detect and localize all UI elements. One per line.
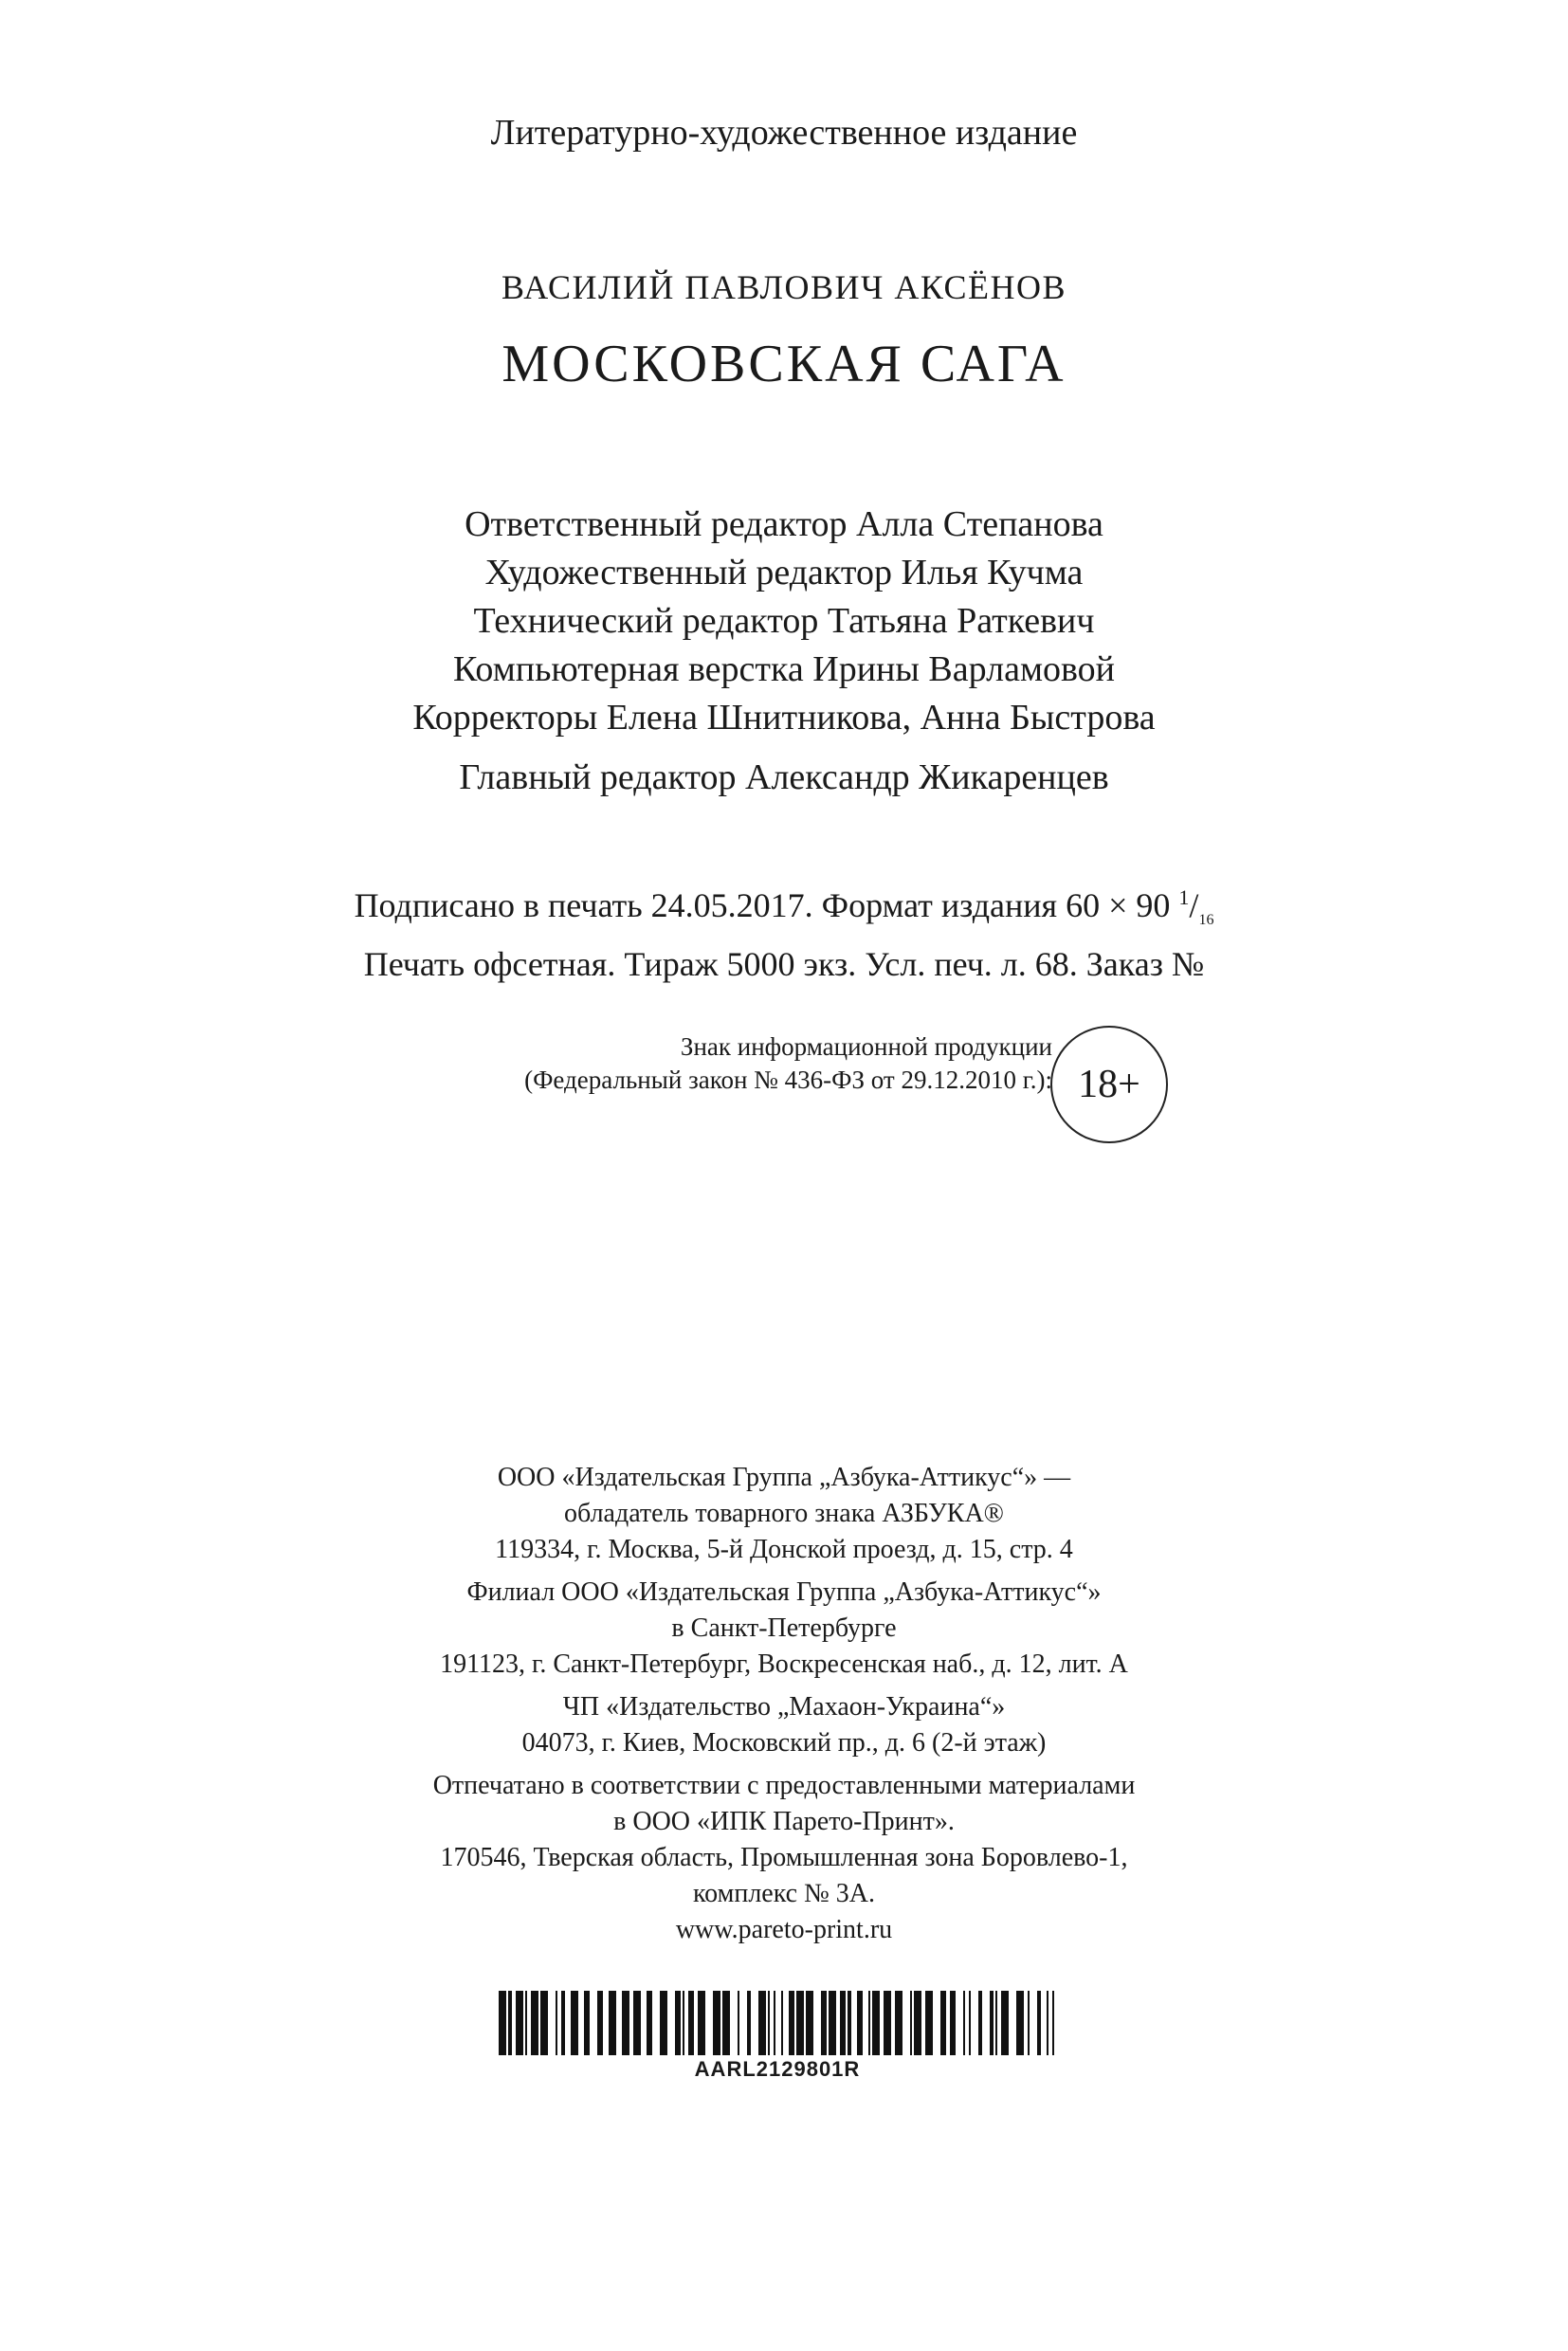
barcode-bar — [531, 1991, 538, 2055]
print-info-line-2: Печать офсетная. Тираж 5000 экз. Усл. печ. л. 68. Заказ № — [363, 945, 1205, 984]
barcode-bar — [978, 1991, 982, 2055]
credit-line: Компьютерная верстка Ирины Варламовой — [452, 649, 1116, 689]
barcode-bar — [688, 1991, 694, 2055]
barcode-bar — [914, 1991, 921, 2055]
barcode — [493, 1991, 1062, 2082]
credit-line: Художественный редактор Илья Кучма — [484, 553, 1084, 592]
barcode-bar — [910, 1991, 912, 2055]
printer-line: Отпечатано в соответствии с предоставленными материалами — [432, 1771, 1136, 1800]
printer-line: комплекс № 3А. — [692, 1879, 876, 1908]
barcode-bar — [963, 1991, 965, 2055]
barcode-bar — [872, 1991, 880, 2055]
barcode-bar — [525, 1991, 527, 2055]
format-fraction-separator: / — [1189, 886, 1199, 924]
barcode-bar — [622, 1991, 629, 2055]
barcode-text: AARL2129801R — [694, 2057, 861, 2081]
publisher-block-moscow — [0, 1460, 1568, 1568]
print-info-text: Подписано в печать 24.05.2017. Формат издания 60 × 90 — [354, 886, 1179, 924]
barcode-bar — [758, 1991, 766, 2055]
barcode-bar — [698, 1991, 705, 2055]
barcode-bars — [493, 1991, 1062, 2055]
barcode-bar — [789, 1991, 794, 2055]
publisher-line: Филиал ООО «Издательская Группа „Азбука-Аттикус“» — [466, 1577, 1102, 1607]
publisher-line: 191123, г. Санкт-Петербург, Воскресенская наб., д. 12, лит. А — [440, 1649, 1128, 1679]
chief-editor: Главный редактор Александр Жикаренцев — [459, 757, 1109, 797]
barcode-bar — [1047, 1991, 1048, 2055]
barcode-bar — [747, 1991, 751, 2055]
barcode-bar — [995, 1991, 997, 2055]
age-rating-badge: 18+ — [1050, 1026, 1168, 1143]
barcode-bar — [1052, 1991, 1054, 2055]
barcode-bar — [647, 1991, 652, 2055]
barcode-bar — [969, 1991, 971, 2055]
book-title: МОСКОВСКАЯ САГА — [501, 335, 1067, 393]
barcode-bar — [516, 1991, 523, 2055]
format-fraction-denominator: 16 — [1198, 912, 1214, 929]
barcode-bar — [895, 1991, 903, 2055]
info-sign-line-2: (Федеральный закон № 436-ФЗ от 29.12.2010 г.): — [524, 1066, 1052, 1094]
publisher-line: ЧП «Издательство „Махаон-Украина“» — [562, 1692, 1006, 1722]
credit-line: Технический редактор Татьяна Раткевич — [473, 601, 1095, 641]
barcode-bar — [561, 1991, 565, 2055]
barcode-bar — [1028, 1991, 1030, 2055]
publisher-line: ООО «Издательская Группа „Азбука-Аттикус“» — — [497, 1463, 1071, 1492]
barcode-bar — [1001, 1991, 1009, 2055]
barcode-bar — [722, 1991, 730, 2055]
barcode-bar — [675, 1991, 681, 2055]
barcode-bar — [781, 1991, 783, 2055]
barcode-bar — [950, 1991, 956, 2055]
barcode-bar — [925, 1991, 933, 2055]
barcode-bar — [806, 1991, 813, 2055]
publisher-line: в Санкт-Петербурге — [671, 1613, 897, 1643]
edition-type: Литературно-художественное издание — [490, 113, 1078, 153]
barcode-bar — [990, 1991, 994, 2055]
barcode-bar — [774, 1991, 775, 2055]
credits-list — [0, 501, 1568, 742]
publisher-block-kiev — [0, 1689, 1568, 1761]
barcode-bar — [848, 1991, 851, 2055]
printer-block — [0, 1768, 1568, 1948]
info-sign-label — [398, 1030, 1052, 1097]
barcode-bar — [556, 1991, 557, 2055]
barcode-bar — [738, 1991, 739, 2055]
print-info — [0, 876, 1568, 986]
publisher-line: 04073, г. Киев, Московский пр., д. 6 (2-й этаж) — [521, 1728, 1047, 1758]
barcode-bar — [508, 1991, 512, 2055]
barcode-bar — [857, 1991, 863, 2055]
publisher-line: 119334, г. Москва, 5-й Донской проезд, д. 15, стр. 4 — [495, 1535, 1073, 1564]
printer-line: 170546, Тверская область, Промышленная зона Боровлево-1, — [440, 1843, 1128, 1872]
barcode-bar — [1037, 1991, 1041, 2055]
info-sign-line-1: Знак информационной продукции — [680, 1032, 1052, 1061]
credit-line: Ответственный редактор Алла Степанова — [465, 504, 1103, 544]
publisher-info — [0, 1460, 1568, 1955]
barcode-bar — [796, 1991, 804, 2055]
printer-line: в ООО «ИПК Парето-Принт». — [613, 1807, 955, 1836]
printer-website: www.pareto-print.ru — [675, 1915, 893, 1944]
barcode-bar — [768, 1991, 770, 2055]
author-name: ВАСИЛИЙ ПАВЛОВИЧ АКСЁНОВ — [501, 268, 1067, 306]
format-fraction-numerator: 1 — [1178, 885, 1190, 909]
print-info-line-1 — [0, 876, 1568, 942]
barcode-bar — [499, 1991, 506, 2055]
barcode-bar — [884, 1991, 891, 2055]
barcode-bar — [840, 1991, 846, 2055]
barcode-bar — [540, 1991, 548, 2055]
barcode-bar — [683, 1991, 684, 2055]
barcode-bar — [713, 1991, 720, 2055]
barcode-bar — [1016, 1991, 1024, 2055]
publisher-block-spb — [0, 1575, 1568, 1683]
barcode-bar — [821, 1991, 827, 2055]
barcode-bar — [868, 1991, 870, 2055]
barcode-bar — [609, 1991, 616, 2055]
barcode-bar — [571, 1991, 578, 2055]
publisher-line: обладатель товарного знака АЗБУКА® — [564, 1499, 1004, 1528]
barcode-bar — [940, 1991, 946, 2055]
barcode-bar — [584, 1991, 590, 2055]
barcode-bar — [633, 1991, 641, 2055]
barcode-bar — [829, 1991, 836, 2055]
barcode-bar — [597, 1991, 603, 2055]
credit-line: Корректоры Елена Шнитникова, Анна Быстрова — [412, 698, 1156, 738]
barcode-bar — [660, 1991, 667, 2055]
